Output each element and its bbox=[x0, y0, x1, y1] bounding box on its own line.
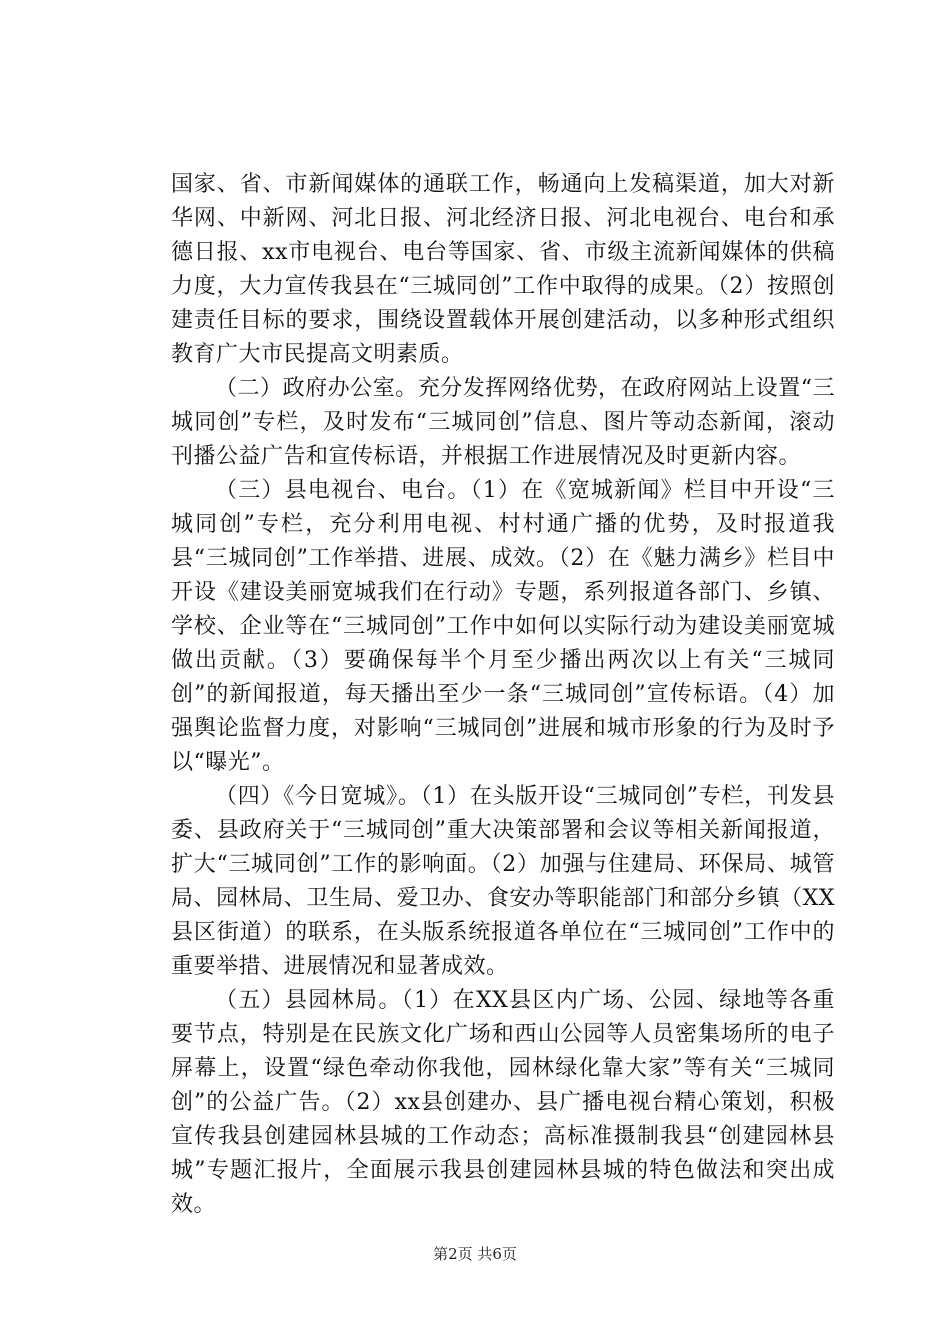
document-body bbox=[171, 168, 835, 1222]
page-number-indicator: 第2页 共6页 bbox=[433, 1245, 517, 1263]
page-footer bbox=[0, 1244, 950, 1264]
paragraph-government-office: （二）政府办公室。充分发挥网络优势，在政府网站上设置“三城同创”专栏，及时发布“三城同创”信息、图片等动态新闻，滚动刊播公益广告和宣传标语，并根据工作进展情况及时更新内容。 bbox=[171, 376, 835, 469]
paragraph-tv-radio: （三）县电视台、电台。（1）在《宽城新闻》栏目中开设“三城同创”专栏，充分利用电视、村村通广播的优势，及时报道我县“三城同创”工作举措、进展、成效。（2）在《魅力满乡》栏目中开设《建设美丽宽城我们在行动》专题，系列报道各部门、乡镇、学校、企业等在“三城同创”工作中如何以实际行动为建设美丽宽城做出贡献。（3）要确保每半个月至少播出两次以上有关“三城同创”的新闻报道，每天播出至少一条“三城同创”宣传标语。（4）加强舆论监督力度，对影响“三城同创”进展和城市形象的行为及时予以“曝光”。 bbox=[171, 478, 835, 775]
paragraph-landscape-bureau: （五）县园林局。（1）在XX县区内广场、公园、绿地等各重要节点，特别是在民族文化广场和西山公园等人员密集场所的电子屏幕上，设置“绿色牵动你我他，园林绿化靠大家”等有关“三城同创”的公益广告。（2）xx县创建办、县广播电视台精心策划，积极宣传我县创建园林县城的工作动态；高标准摄制我县“创建园林县城”专题汇报片，全面展示我县创建园林县城的特色做法和突出成效。 bbox=[171, 988, 835, 1217]
paragraph-newspaper: （四）《今日宽城》。（1）在头版开设“三城同创”专栏，刊发县委、县政府关于“三城同创”重大决策部署和会议等相关新闻报道，扩大“三城同创”工作的影响面。（2）加强与住建局、环保局、城管局、园林局、卫生局、爱卫办、食安办等职能部门和部分乡镇（XX县区街道）的联系，在头版系统报道各单位在“三城同创”工作中的重要举措、进展情况和显著成效。 bbox=[171, 784, 835, 979]
paragraph-continuation: 国家、省、市新闻媒体的通联工作，畅通向上发稿渠道，加大对新华网、中新网、河北日报、河北经济日报、河北电视台、电台和承德日报、xx市电视台、电台等国家、省、市级主流新闻媒体的供稿力度，大力宣传我县在“三城同创”工作中取得的成果。（2）按照创建责任目标的要求，围绕设置载体开展创建活动，以多种形式组织教育广大市民提高文明素质。 bbox=[171, 172, 835, 367]
